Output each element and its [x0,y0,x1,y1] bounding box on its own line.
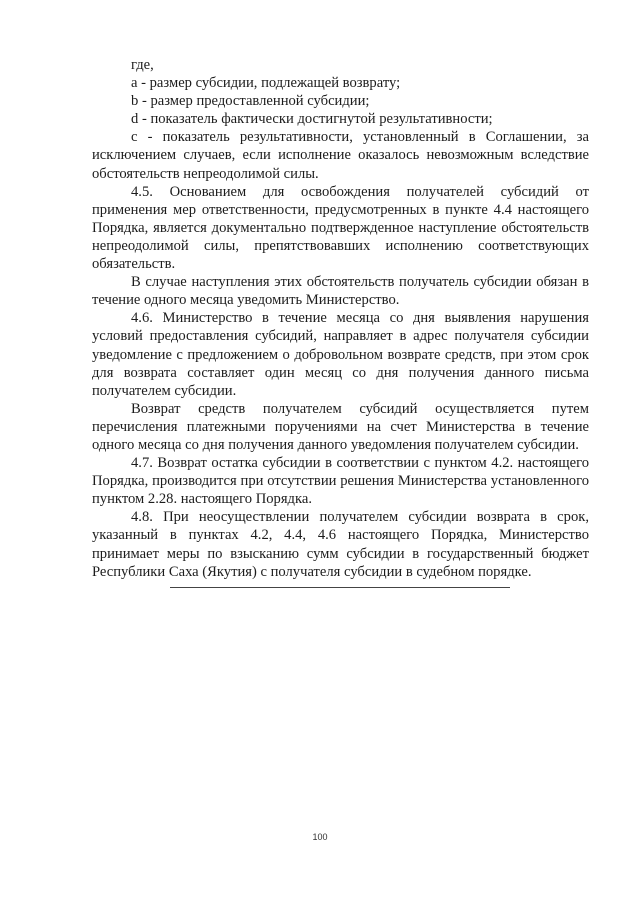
paragraph-4-5: 4.5. Основанием для освобождения получателей субсидий от применения мер ответственности, предусмотренных в пункте 4.4 настоящего Порядка, является документально подтвержденное наступление обстоятельств непреодолимой силы, препятствовавших исполнению соответствующих обязательств. [92,183,589,273]
formula-legend-a: a - размер субсидии, подлежащей возврату; [131,75,401,92]
paragraph-4-8: 4.8. При неосуществлении получателем субсидии возврата в срок, указанный в пунктах 4.2, 4.4, 4.6 настоящего Порядка, Министерство принимает меры по взысканию сумм субсидии в государственный бюджет Республики Саха (Якутия) с получателя субсидии в судебном порядке. [92,509,589,580]
end-of-section-rule [170,587,510,588]
paragraph-4-5-continuation: В случае наступления этих обстоятельств получатель субсидии обязан в течение одного месяца уведомить Министерство. [92,274,589,309]
page-number: 100 [312,832,328,842]
paragraph-4-6-continuation: Возврат средств получателем субсидий осуществляется путем перечисления платежными поручениями на счет Министерства в течение одного месяца со дня получения данного уведомления получателем субсидии. [92,400,589,453]
formula-legend-d: d - показатель фактически достигнутой результативности; [131,111,493,128]
paragraph-4-7: 4.7. Возврат остатка субсидии в соответствии с пунктом 4.2. настоящего Порядка, производится при отсутствии решения Министерства установленного пунктом 2.28. настоящего Порядка. [92,455,589,508]
formula-legend-b: b - размер предоставленной субсидии; [131,93,370,110]
formula-legend-where: где, [131,57,154,73]
formula-legend-c: c - показатель результативности, установленный в Соглашении, за исключением случаев, если исполнение оказалось невозможным вследствие обстоятельств непреодолимой силы. [92,129,589,182]
document-body [92,56,589,581]
paragraph-4-6: 4.6. Министерство в течение месяца со дня выявления нарушения условий предоставления субсидий, направляет в адрес получателя субсидии уведомление с предложением о добровольном возврате средств, при этом срок для возврата составляет один месяц со дня получения данного письма получателем субсидии. [92,310,589,399]
